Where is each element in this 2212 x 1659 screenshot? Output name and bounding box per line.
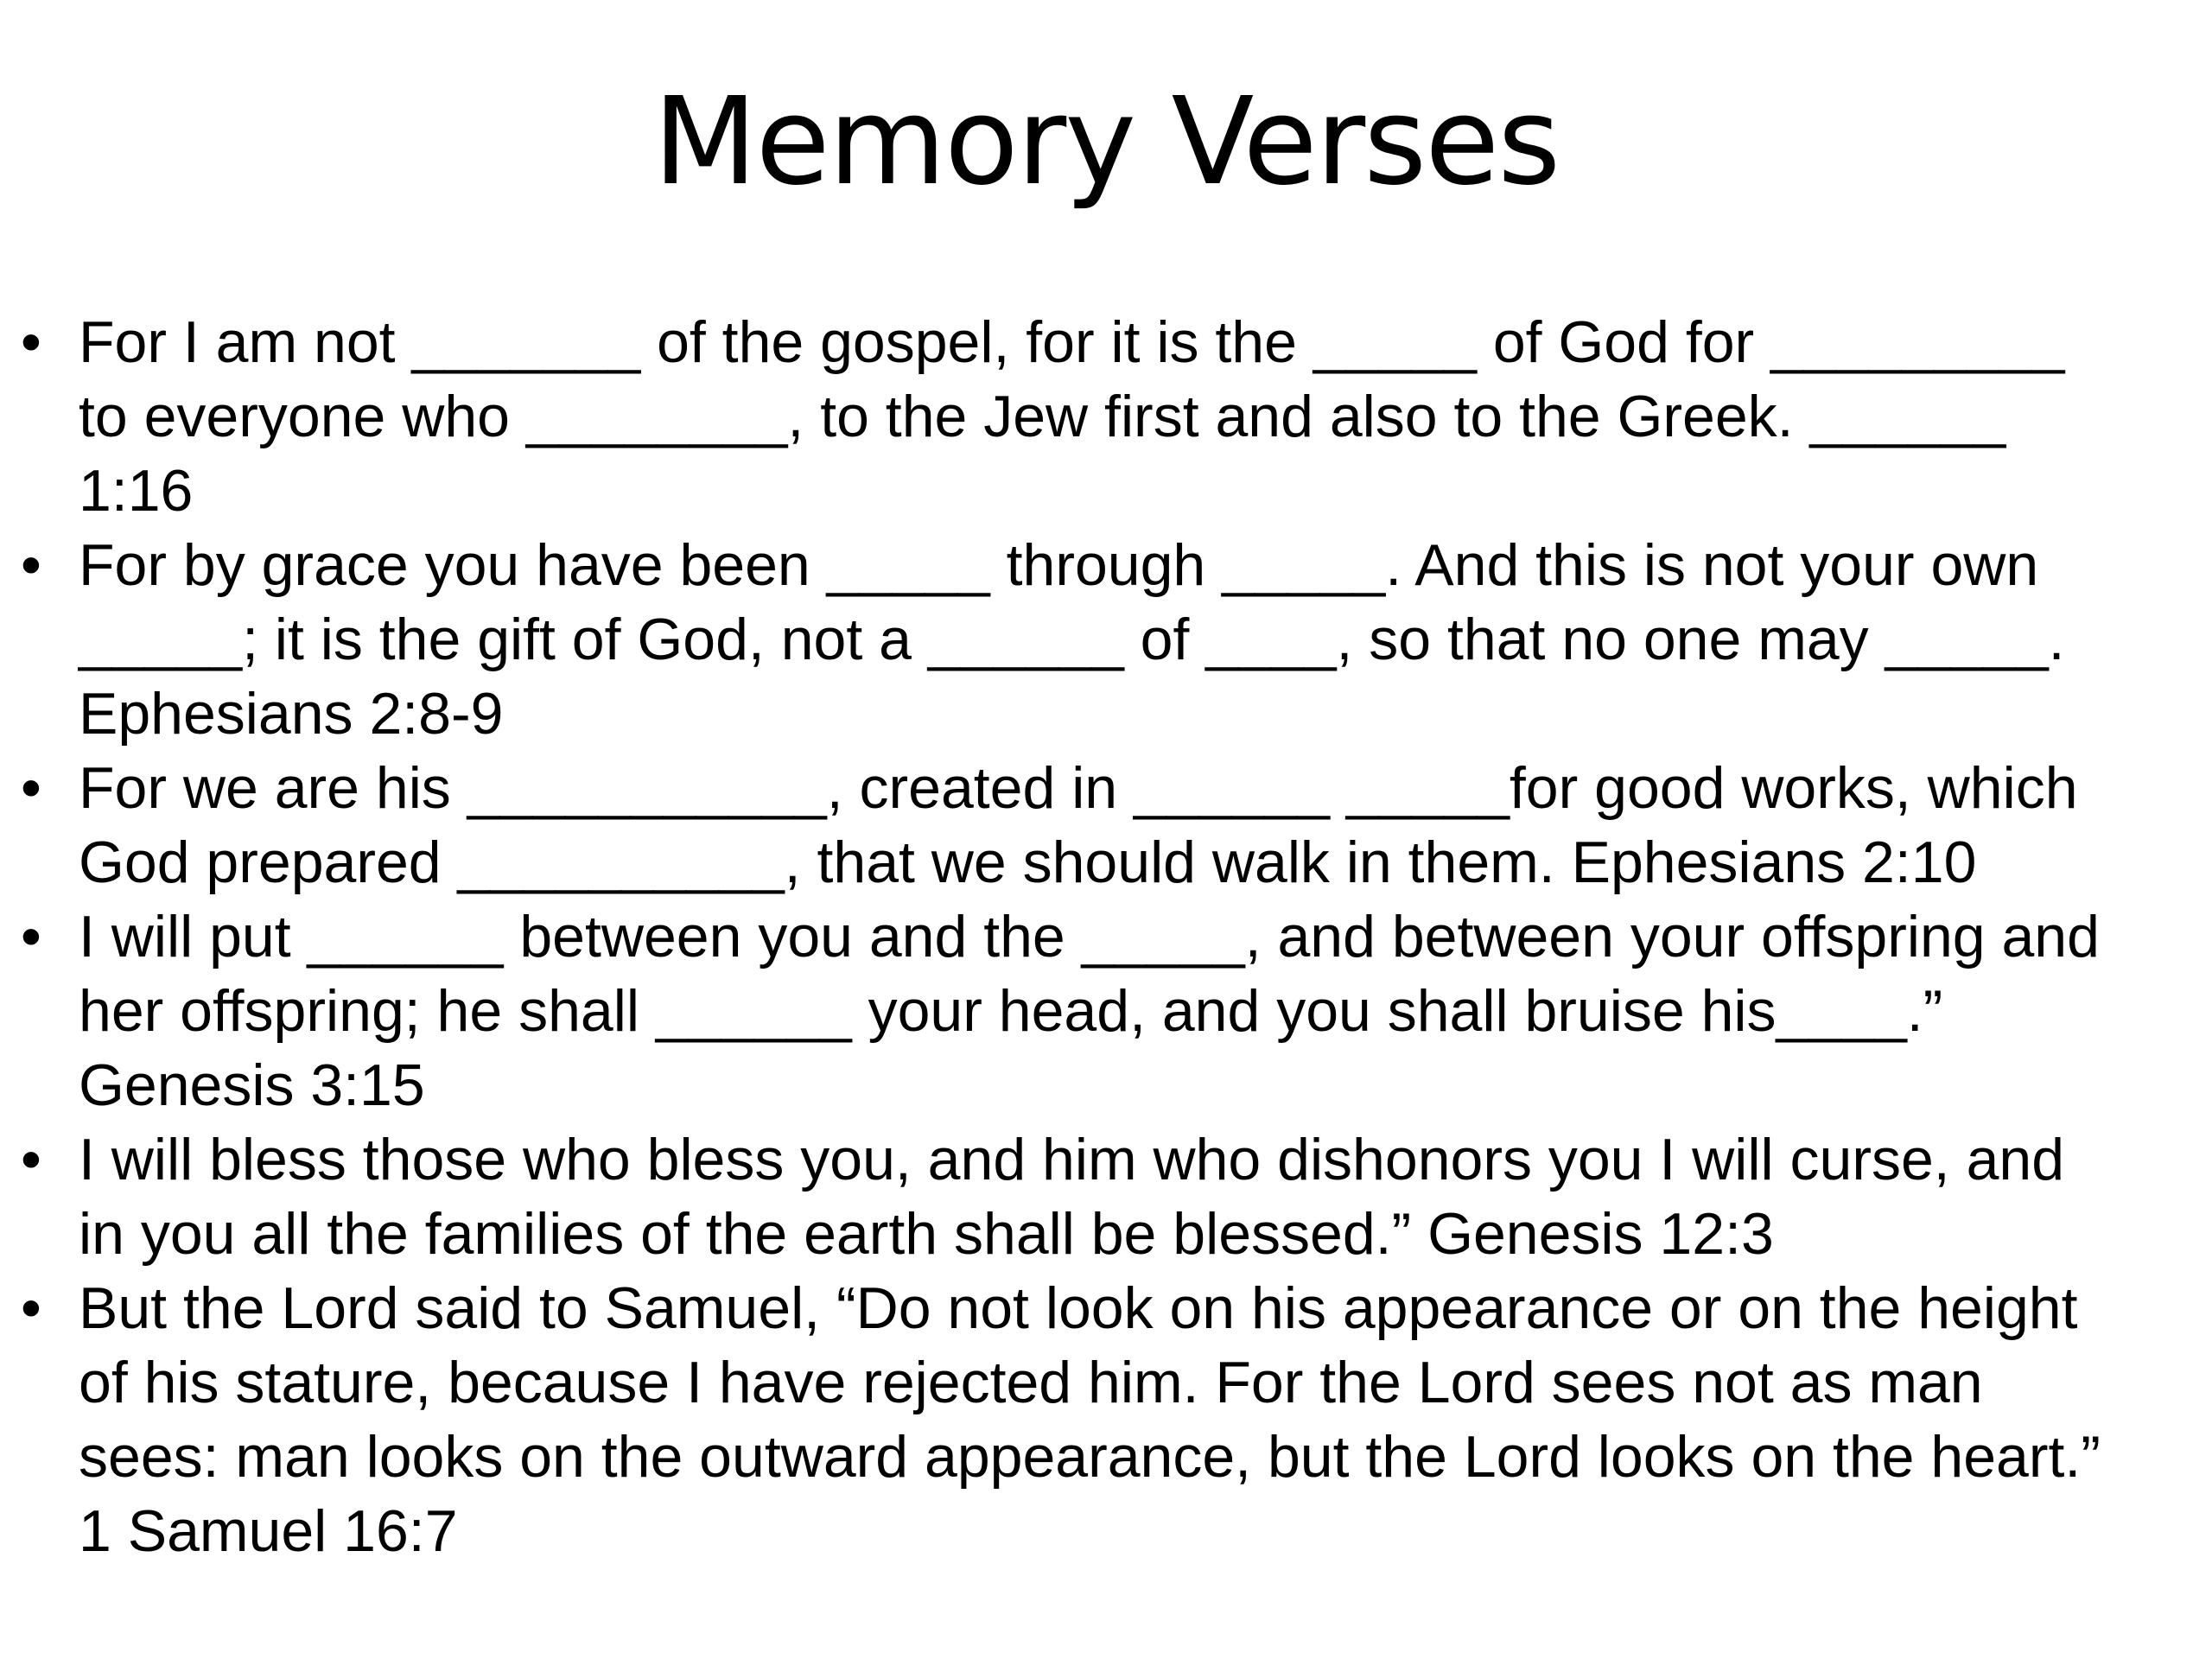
verse-line: For by grace you have been _____ through _____. And this is not your own [79,532,2039,598]
slide-title: Memory Verses [652,72,1560,213]
verse-item [0,899,2212,1122]
verse-reference: Genesis 3:15 [79,1052,425,1118]
verse-line: to everyone who ________, to the Jew first and also to the Greek. ______ [79,384,2006,449]
verse-item [0,751,2212,899]
verse-line: I will bless those who bless you, and him who dishonors you I will curse, and [79,1127,2065,1192]
verse-line: _____; it is the gift of God, not a ______ of ____, so that no one may _____. [79,607,2065,672]
bullet-icon: • [21,904,41,969]
verse-reference: 1 Samuel 16:7 [79,1498,458,1564]
verse-line: But the Lord said to Samuel, “Do not look on his appearance or on the height [79,1275,2078,1341]
verse-reference: 1:16 [79,458,194,524]
verse-line: God prepared __________, that we should walk in them. Ephesians 2:10 [79,830,1977,895]
verse-item [0,1122,2212,1271]
verse-line: For we are his ___________, created in ______ _____for good works, which [79,755,2078,821]
verse-line: of his stature, because I have rejected him. For the Lord sees not as man [79,1350,1983,1415]
bullet-icon: • [21,755,41,821]
verse-list [0,305,2212,1568]
verse-line: sees: man looks on the outward appearance, but the Lord looks on the heart.” [79,1424,2101,1490]
verse-line: her offspring; he shall ______ your head, and you shall bruise his____.” [79,978,1943,1044]
verse-reference: Ephesians 2:8-9 [79,681,504,747]
verse-line: For I am not _______ of the gospel, for it is the _____ of God for _________ [79,309,2065,375]
verse-item [0,1271,2212,1568]
bullet-icon: • [21,1275,41,1341]
verse-line: I will put ______ between you and the _____, and between your offspring and [79,904,2100,969]
verse-line: in you all the families of the earth shall be blessed.” Genesis 12:3 [79,1201,1774,1267]
bullet-icon: • [21,1127,41,1192]
verse-item [0,528,2212,751]
bullet-icon: • [21,309,41,375]
bullet-icon: • [21,532,41,598]
verse-item [0,305,2212,528]
